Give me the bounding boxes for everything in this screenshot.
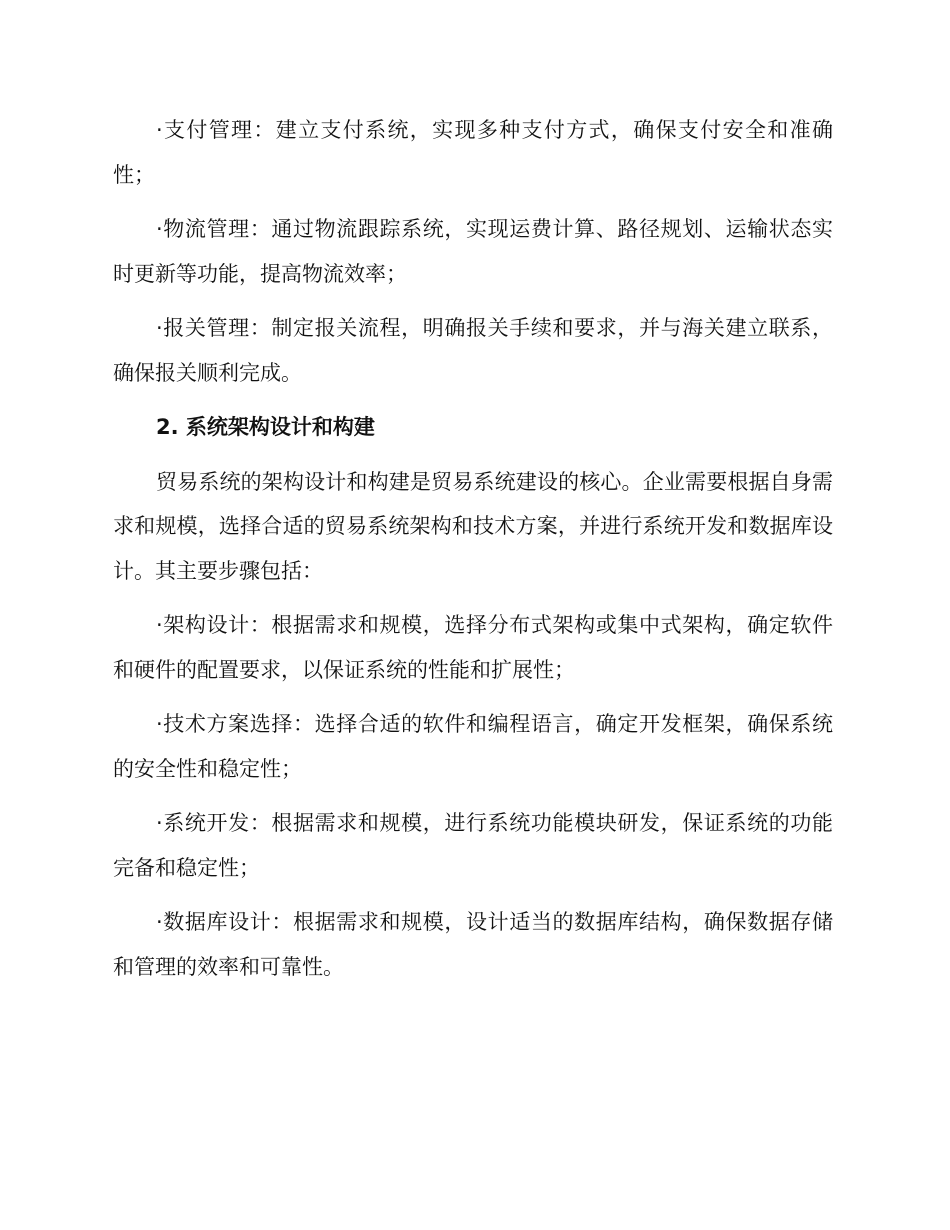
- bullet-architecture-design: ·架构设计：根据需求和规模，选择分布式架构或集中式架构，确定软件和硬件的配置要求，以保证系统的性能和扩展性；: [113, 613, 833, 682]
- bullet-customs-management: ·报关管理：制定报关流程，明确报关手续和要求，并与海关建立联系，确保报关顺利完成。: [113, 316, 833, 385]
- bullet-system-development: ·系统开发：根据需求和规模，进行系统功能模块研发，保证系统的功能完备和稳定性；: [113, 811, 833, 880]
- bullet-logistics-management: ·物流管理：通过物流跟踪系统，实现运费计算、路径规划、运输状态实时更新等功能，提高物流效率；: [113, 217, 833, 286]
- bullet-technical-solution: ·技术方案选择：选择合适的软件和编程语言，确定开发框架，确保系统的安全性和稳定性；: [113, 712, 833, 781]
- bullet-payment-management: ·支付管理：建立支付系统，实现多种支付方式，确保支付安全和准确性；: [113, 118, 833, 187]
- section-intro-paragraph: 贸易系统的架构设计和构建是贸易系统建设的核心。企业需要根据自身需求和规模，选择合适的贸易系统架构和技术方案，并进行系统开发和数据库设计。其主要步骤包括：: [113, 469, 833, 583]
- bullet-database-design: ·数据库设计：根据需求和规模，设计适当的数据库结构，确保数据存储和管理的效率和可靠性。: [113, 910, 833, 979]
- section-heading-system-architecture: 2. 系统架构设计和构建: [156, 415, 375, 439]
- document-body: [113, 108, 833, 999]
